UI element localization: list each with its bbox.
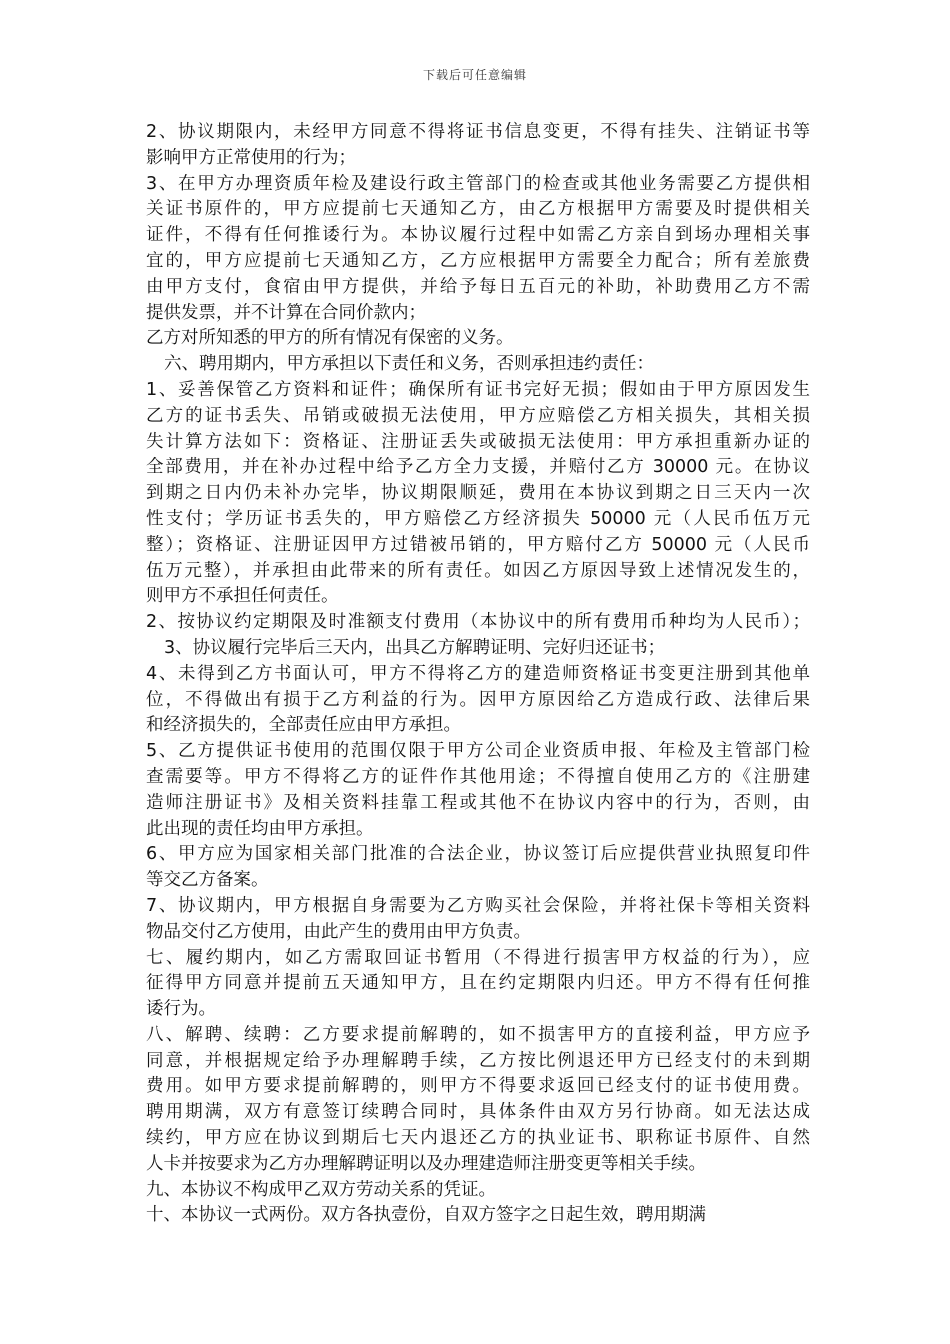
- text-line: 人卡并按要求为乙方办理解聘证明以及办理建造师注册变更等相关手续。: [146, 1153, 706, 1174]
- text-line: 等交乙方备案。: [146, 870, 269, 891]
- text-line: 全部费用，并在补办过程中给予乙方全力支援，并赔付乙方 30000 元。在协议: [146, 457, 810, 478]
- text-line: 2、按协议约定期限及时准额支付费用（本协议中的所有费用币种均为人民币）；: [146, 612, 810, 633]
- text-line: 提供发票，并不计算在合同价款内；: [146, 302, 426, 323]
- text-line: 伍万元整），并承担由此带来的所有责任。如因乙方原因导致上述情况发生的，: [146, 560, 810, 581]
- text-line: 此出现的责任均由甲方承担。: [146, 818, 374, 839]
- text-line: 造师注册证书》及相关资料挂靠工程或其他不在协议内容中的行为，否则，由: [146, 792, 810, 813]
- text-line: 3、在甲方办理资质年检及建设行政主管部门的检查或其他业务需要乙方提供相: [146, 173, 810, 194]
- text-line: 六、聘用期内，甲方承担以下责任和义务，否则承担违约责任：: [164, 354, 654, 375]
- text-line: 整）；资格证、注册证因甲方过错被吊销的，甲方赔付乙方 50000 元（人民币: [146, 534, 810, 555]
- text-line: 1、妥善保管乙方资料和证件；确保所有证书完好无损；假如由于甲方原因发生: [146, 379, 810, 400]
- text-line: 性支付；学历证书丢失的，甲方赔偿乙方经济损失 50000 元（人民币伍万元: [146, 508, 810, 529]
- text-line: 失计算方法如下：资格证、注册证丢失或破损无法使用：甲方承担重新办证的: [146, 431, 810, 452]
- document-body: [146, 120, 810, 1229]
- text-line: 诿行为。: [146, 999, 216, 1020]
- text-line: 则甲方不承担任何责任。: [146, 586, 339, 607]
- text-line: 7、协议期内，甲方根据自身需要为乙方购买社会保险，并将社保卡等相关资料: [146, 895, 810, 916]
- text-line: 和经济损失的，全部责任应由甲方承担。: [146, 715, 461, 736]
- text-line: 影响甲方正常使用的行为；: [146, 147, 356, 168]
- text-line: 3、协议履行完毕后三天内，出具乙方解聘证明、完好归还证书；: [164, 637, 666, 658]
- text-line: 宜的，甲方应提前七天通知乙方，乙方应根据甲方需要全力配合；所有差旅费: [146, 250, 810, 271]
- text-line: 同意，并根据规定给予办理解聘手续，乙方按比例退还甲方已经支付的未到期: [146, 1050, 810, 1071]
- text-line: 2、协议期限内，未经甲方同意不得将证书信息变更，不得有挂失、注销证书等: [146, 122, 810, 142]
- text-line: 征得甲方同意并提前五天通知甲方，且在约定期限内归还。甲方不得有任何推: [146, 973, 810, 994]
- text-line: 6、甲方应为国家相关部门批准的合法企业，协议签订后应提供营业执照复印件: [146, 844, 810, 865]
- text-line: 八、解聘、续聘：乙方要求提前解聘的，如不损害甲方的直接利益，甲方应予: [146, 1024, 810, 1045]
- text-line: 九、本协议不构成甲乙双方劳动关系的凭证。: [146, 1179, 496, 1200]
- text-line: 由甲方支付，食宿由甲方提供，并给予每日五百元的补助，补助费用乙方不需: [146, 276, 810, 297]
- text-line: 续约，甲方应在协议到期后七天内退还乙方的执业证书、职称证书原件、自然: [146, 1128, 810, 1149]
- text-line: 4、未得到乙方书面认可，甲方不得将乙方的建造师资格证书变更注册到其他单: [146, 663, 810, 684]
- text-line: 查需要等。甲方不得将乙方的证件作其他用途；不得擅自使用乙方的《注册建: [146, 766, 810, 787]
- text-line: 乙方对所知悉的甲方的所有情况有保密的义务。: [146, 328, 514, 349]
- text-line: 关证书原件的，甲方应提前七天通知乙方，由乙方根据甲方需要及时提供相关: [146, 199, 810, 220]
- text-line: 证件，不得有任何推诿行为。本协议履行过程中如需乙方亲自到场办理相关事: [146, 225, 810, 246]
- text-line: 七、履约期内，如乙方需取回证书暂用（不得进行损害甲方权益的行为），应: [146, 947, 810, 968]
- text-line: 十、本协议一式两份。双方各执壹份，自双方签字之日起生效，聘用期满: [146, 1205, 706, 1226]
- text-line: 物品交付乙方使用，由此产生的费用由甲方负责。: [146, 921, 531, 942]
- text-line: 5、乙方提供证书使用的范围仅限于甲方公司企业资质申报、年检及主管部门检: [146, 741, 810, 762]
- text-line: 乙方的证书丢失、吊销或破损无法使用，甲方应赔偿乙方相关损失，其相关损: [146, 405, 810, 426]
- text-line: 聘用期满，双方有意签订续聘合同时，具体条件由双方另行协商。如无法达成: [146, 1102, 810, 1123]
- page-header: 下载后可任意编辑: [422, 68, 527, 82]
- text-line: 到期之日内仍未补办完毕，协议期限顺延，费用在本协议到期之日三天内一次: [146, 483, 810, 504]
- text-line: 位，不得做出有损于乙方利益的行为。因甲方原因给乙方造成行政、法律后果: [146, 689, 810, 710]
- text-line: 费用。如甲方要求提前解聘的，则甲方不得要求返回已经支付的证书使用费。: [146, 1076, 810, 1097]
